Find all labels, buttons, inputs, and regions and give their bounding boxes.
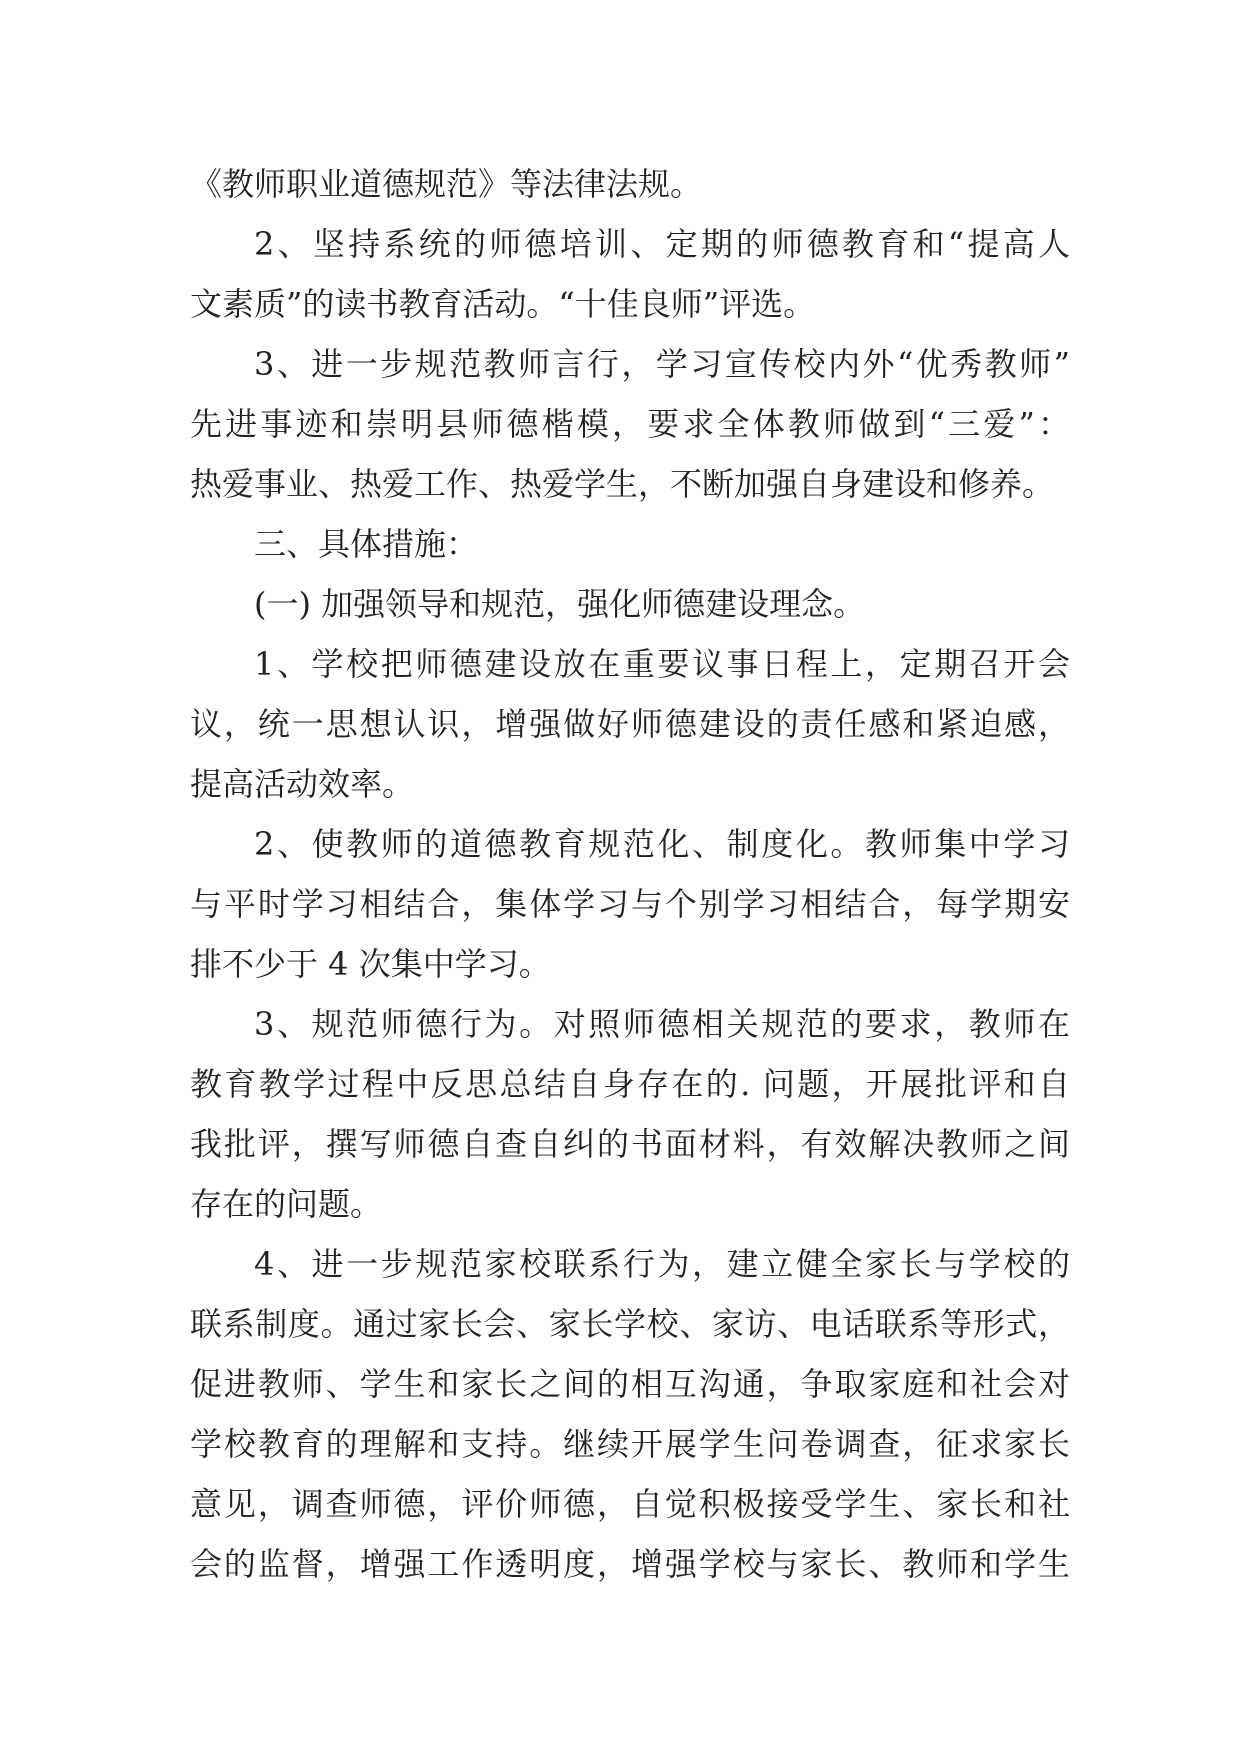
paragraph-line: 与平时学习相结合，集体学习与个别学习相结合，每学期安 xyxy=(190,885,1070,923)
paragraph-line: 排不少于 4 次集中学习。 xyxy=(190,945,551,983)
paragraph-line: 先进事迹和崇明县师德楷模，要求全体教师做到“三爱”： xyxy=(190,405,1070,443)
paragraph-line: 教育教学过程中反思总结自身存在的. 问题，开展批评和自 xyxy=(190,1065,1070,1103)
paragraph-line: 存在的问题。 xyxy=(190,1185,383,1223)
paragraph-line: 学校教育的理解和支持。继续开展学生问卷调查，征求家长 xyxy=(190,1425,1070,1463)
paragraph-line: 3、规范师德行为。对照师德相关规范的要求，教师在 xyxy=(254,1005,1070,1043)
section-heading: 三、具体措施： xyxy=(254,525,479,563)
paragraph-line: 《教师职业道德规范》等法律法规。 xyxy=(190,165,703,203)
paragraph-line: 3、进一步规范教师言行，学习宣传校内外“优秀教师” xyxy=(254,345,1070,383)
paragraph-line: 热爱事业、热爱工作、热爱学生，不断加强自身建设和修养。 xyxy=(190,465,1055,503)
paragraph-line: 文素质”的读书教育活动。“十佳良师”评选。 xyxy=(190,285,816,323)
subsection-heading: (一) 加强领导和规范，强化师德建设理念。 xyxy=(254,585,866,623)
paragraph-line: 2、使教师的道德教育规范化、制度化。教师集中学习 xyxy=(254,825,1070,863)
paragraph-line: 意见，调查师德，评价师德，自觉积极接受学生、家长和社 xyxy=(190,1485,1070,1523)
paragraph-line: 我批评，撰写师德自查自纠的书面材料，有效解决教师之间 xyxy=(190,1125,1070,1163)
paragraph-line: 议，统一思想认识，增强做好师德建设的责任感和紧迫感， xyxy=(190,705,1070,743)
paragraph-line: 提高活动效率。 xyxy=(190,765,415,803)
paragraph-line: 4、进一步规范家校联系行为，建立健全家长与学校的 xyxy=(254,1245,1070,1283)
paragraph-line: 会的监督，增强工作透明度，增强学校与家长、教师和学生 xyxy=(190,1545,1070,1583)
paragraph-line: 联系制度。通过家长会、家长学校、家访、电话联系等形式， xyxy=(190,1305,1070,1343)
paragraph-line: 促进教师、学生和家长之间的相互沟通，争取家庭和社会对 xyxy=(190,1365,1070,1403)
paragraph-line: 2、坚持系统的师德培训、定期的师德教育和“提高人 xyxy=(254,225,1070,263)
paragraph-line: 1、学校把师德建设放在重要议事日程上，定期召开会 xyxy=(254,645,1070,683)
